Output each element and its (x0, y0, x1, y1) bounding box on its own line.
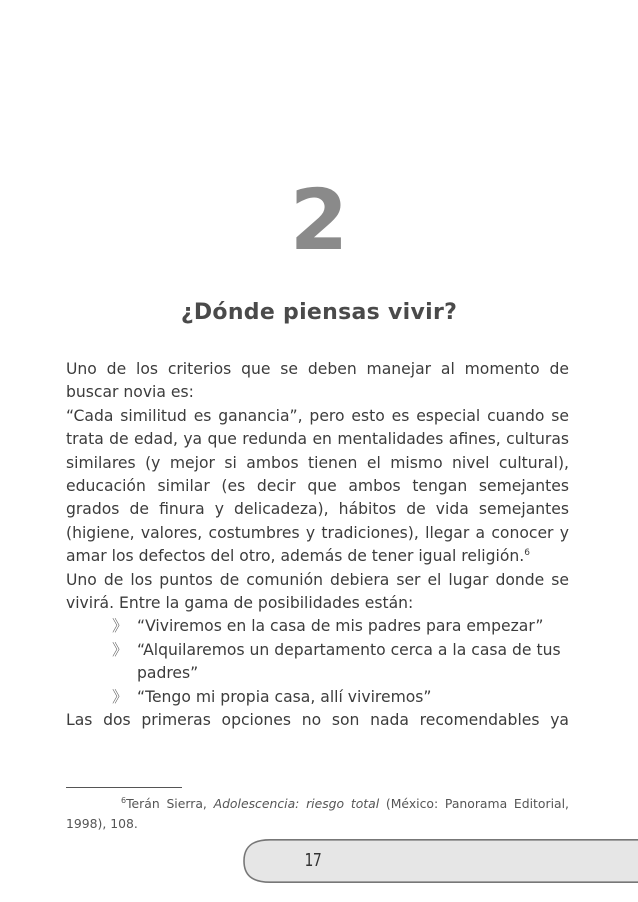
double-chevron-icon: 》 (112, 617, 128, 636)
list-item-text: “Alquilaremos un departamento cerca a la casa de tus padres” (137, 640, 561, 683)
options-list (66, 615, 569, 709)
page-number: 17 (304, 850, 322, 871)
footnote (66, 794, 569, 834)
paragraph: Las dos primeras opciones no son nada recomendables ya (66, 711, 569, 730)
list-item (66, 686, 569, 709)
list-item (66, 615, 569, 638)
footnote-reference: 6 (524, 548, 530, 559)
chapter-title: ¿Dónde piensas vivir? (180, 300, 458, 325)
paragraph-text: “Cada similitud es ganancia”, pero esto es especial cuando se trata de edad, ya que redunda en mentalidades afines, culturas similares (y mejor si ambos tienen el mismo nivel cultural), educación similar (es decir que ambos tengan semejantes grados de finura y delicadeza), hábitos de vida semejantes (higiene, valores, costumbres y tradiciones), llegar a conocer y amar los defectos del otro, además de tener igual religión. (66, 406, 569, 566)
footnote-author: Terán Sierra, (126, 796, 214, 811)
list-item (66, 639, 569, 686)
chapter-number: 2 (289, 171, 349, 269)
paragraph: Uno de los criterios que se deben manejar al momento de buscar novia es: (66, 360, 569, 402)
footnote-divider (66, 787, 182, 788)
list-item-text: “Viviremos en la casa de mis padres para empezar” (137, 617, 544, 636)
paragraph: Uno de los puntos de comunión debiera ser el lugar donde se vivirá. Entre la gama de posibilidades están: (66, 570, 569, 613)
double-chevron-icon: 》 (112, 640, 128, 659)
list-item-text: “Tengo mi propia casa, allí viviremos” (137, 687, 432, 706)
footnote-citation: (México: Panorama Editorial, 1998), 108. (66, 796, 569, 831)
page-number-tab (238, 839, 638, 883)
footnote-book-title: Adolescencia: riesgo total (213, 796, 380, 811)
paragraph-with-footnote (66, 405, 569, 569)
body-text (66, 358, 569, 733)
footnote-number: 6 (121, 796, 127, 805)
double-chevron-icon: 》 (112, 687, 128, 706)
